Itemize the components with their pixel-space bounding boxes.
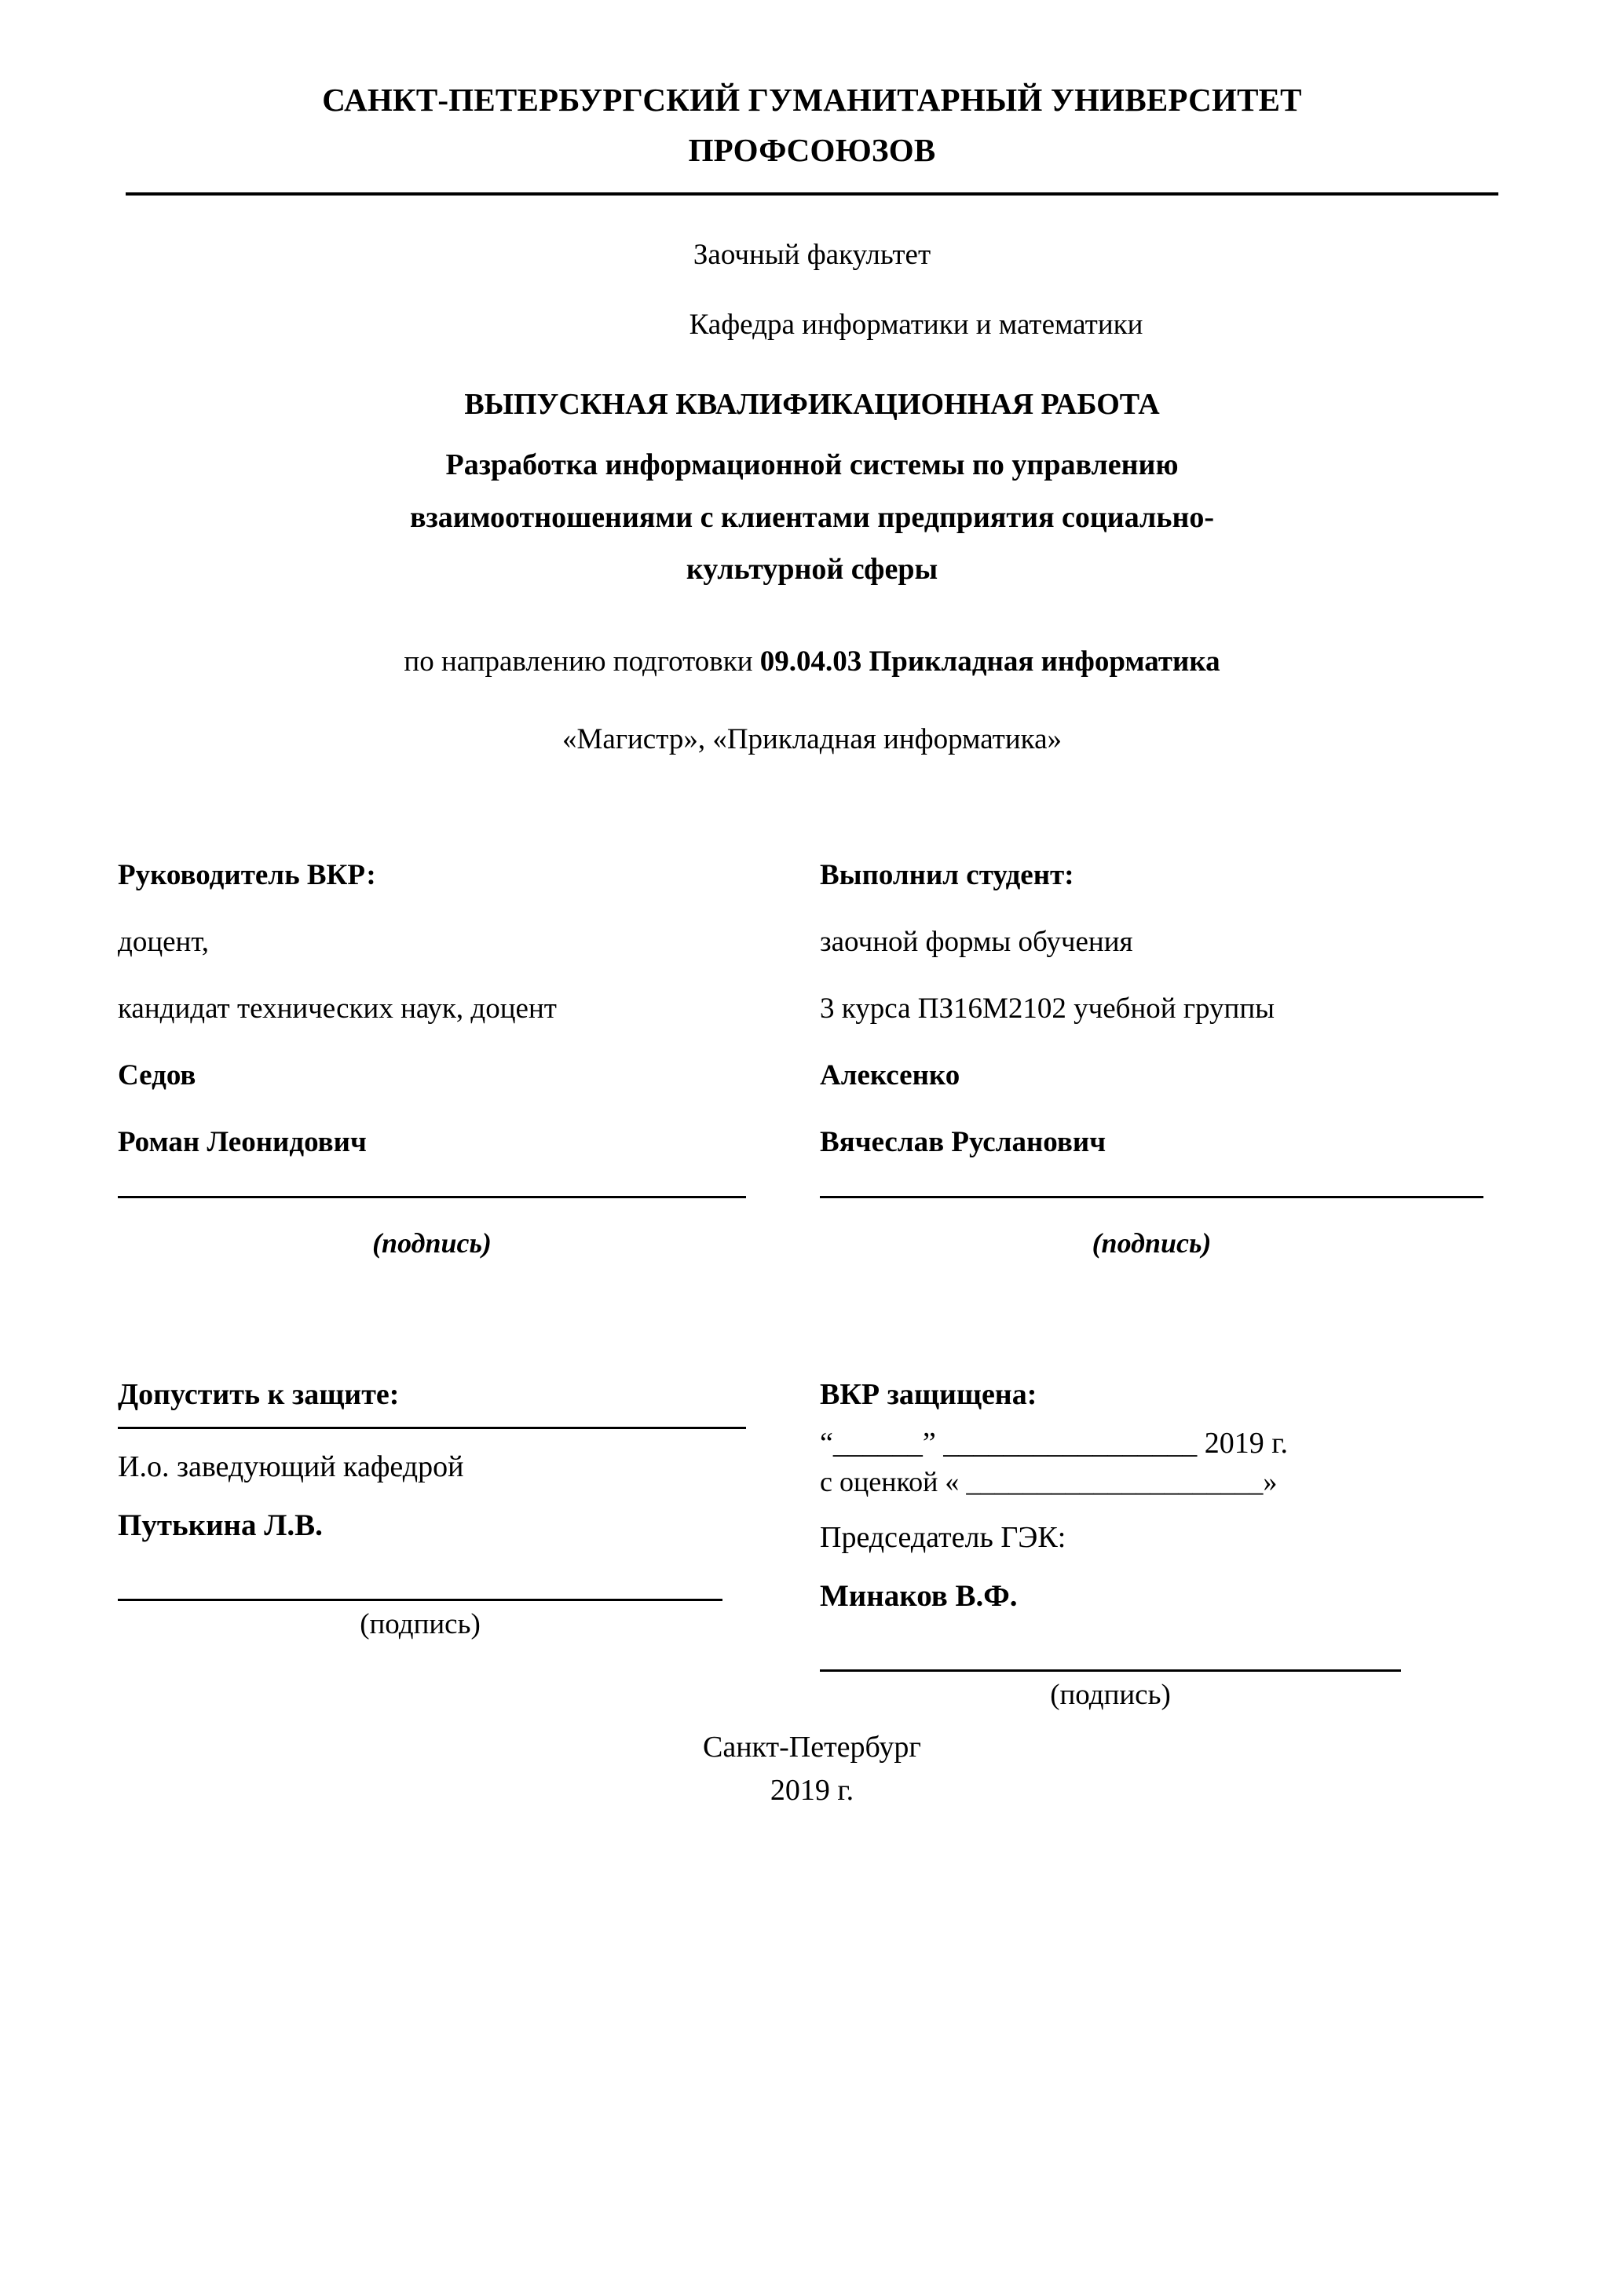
footer-city: Санкт-Петербург bbox=[702, 1730, 922, 1764]
student-group: 3 курса ПЗ16М2102 учебной группы bbox=[820, 992, 1275, 1025]
university-title-line-2: ПРОФСОЮЗОВ bbox=[688, 131, 936, 168]
supervisor-signature-caption: (подпись) bbox=[372, 1227, 492, 1259]
admission-signature-caption: (подпись) bbox=[360, 1607, 481, 1640]
header-divider bbox=[126, 192, 1498, 196]
footer-year: 2019 г. bbox=[770, 1773, 854, 1807]
supervisor-heading: Руководитель ВКР: bbox=[118, 858, 376, 891]
university-title-block bbox=[118, 75, 1506, 175]
defense-signature-caption: (подпись) bbox=[1050, 1678, 1171, 1711]
work-title-line-3: культурной сферы bbox=[686, 553, 938, 587]
defense-signature-line bbox=[820, 1669, 1401, 1672]
direction-line bbox=[118, 645, 1506, 678]
supervisor-block bbox=[118, 858, 812, 1260]
student-surname: Алексенко bbox=[820, 1058, 960, 1091]
admission-person: Путькина Л.В. bbox=[118, 1508, 323, 1542]
admission-role: И.о. заведующий кафедрой bbox=[118, 1450, 464, 1483]
degree-line: «Магистр», «Прикладная информатика» bbox=[562, 722, 1062, 755]
chair-person: Минаков В.Ф. bbox=[820, 1578, 1018, 1613]
work-title bbox=[118, 439, 1506, 596]
defense-block bbox=[812, 1377, 1506, 1712]
admission-block bbox=[118, 1377, 812, 1712]
signatories-row bbox=[118, 858, 1506, 1260]
defense-heading: ВКР защищена: bbox=[820, 1377, 1037, 1411]
supervisor-signature-line bbox=[118, 1195, 746, 1198]
supervisor-name: Роман Леонидович bbox=[118, 1125, 367, 1158]
admission-signature-line bbox=[118, 1598, 722, 1601]
admission-rule bbox=[118, 1426, 746, 1429]
admission-heading: Допустить к защите: bbox=[118, 1377, 400, 1411]
faculty-label: Заочный факультет bbox=[693, 239, 931, 272]
defense-mark-line: с оценкой « _____________________» bbox=[820, 1465, 1278, 1497]
work-type-label: ВЫПУСКНАЯ КВАЛИФИКАЦИОННАЯ РАБОТА bbox=[464, 388, 1160, 422]
university-title-line-1: САНКТ-ПЕТЕРБУРГСКИЙ ГУМАНИТАРНЫЙ УНИВЕРСИТЕТ bbox=[322, 82, 1302, 118]
approval-row bbox=[118, 1377, 1506, 1712]
supervisor-position: доцент, bbox=[118, 925, 209, 958]
student-block bbox=[812, 858, 1506, 1260]
work-title-line-2: взаимоотношениями с клиентами предприятия социально- bbox=[409, 500, 1214, 534]
direction-prefix: по направлению подготовки bbox=[404, 645, 760, 678]
document-footer bbox=[118, 1726, 1506, 1812]
student-name: Вячеслав Русланович bbox=[820, 1125, 1106, 1158]
student-form: заочной формы обучения bbox=[820, 925, 1133, 958]
supervisor-surname: Седов bbox=[118, 1058, 196, 1091]
student-heading: Выполнил студент: bbox=[820, 858, 1074, 891]
student-signature-line bbox=[820, 1195, 1483, 1198]
supervisor-degree: кандидат технических наук, доцент bbox=[118, 992, 557, 1025]
department-label: Кафедра информатики и математики bbox=[689, 309, 1143, 342]
chair-label: Председатель ГЭК: bbox=[820, 1520, 1066, 1554]
work-title-line-1: Разработка информационной системы по управлению bbox=[445, 448, 1179, 482]
direction-code: 09.04.03 Прикладная информатика bbox=[759, 645, 1220, 678]
defense-date-line: “______” _________________ 2019 г. bbox=[820, 1426, 1289, 1460]
student-signature-caption: (подпись) bbox=[1092, 1227, 1212, 1259]
